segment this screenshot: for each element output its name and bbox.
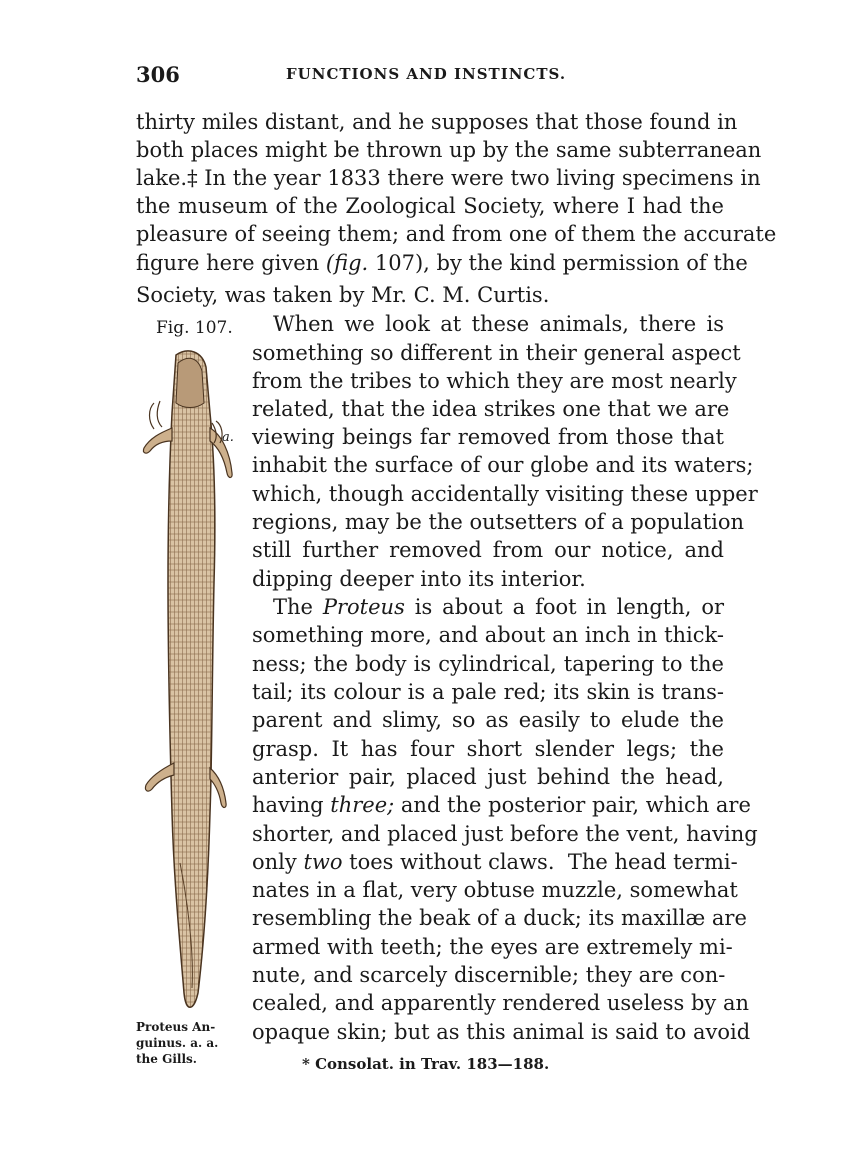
text-line: nute, and scarcely discernible; they are con- (252, 963, 726, 987)
text-line: The Proteus is about a foot in length, or (273, 595, 724, 619)
text-line: lake.‡ In the year 1833 there were two living specimens in (136, 166, 761, 190)
text-line: Society, was taken by Mr. C. M. Curtis. (136, 283, 550, 307)
text-line: nates in a flat, very obtuse muzzle, somewhat (252, 878, 738, 902)
text-line: inhabit the surface of our globe and its waters; (252, 453, 754, 477)
text-line: related, that the idea strikes one that we are (252, 397, 730, 421)
figure-caption-line: guinus. a. a. (136, 1036, 219, 1050)
text-line: having three; and the posterior pair, which are (252, 793, 751, 817)
text-line: opaque skin; but as this animal is said to avoid (252, 1020, 751, 1044)
text-line: ness; the body is cylindrical, tapering to the (252, 652, 724, 676)
text-line: the museum of the Zoological Society, where I had the (136, 194, 724, 218)
text-line: something more, and about an inch in thick- (252, 623, 724, 647)
text-line: only two toes without claws. The head termi- (252, 850, 738, 874)
text-line: parent and slimy, so as easily to elude the (252, 708, 724, 732)
page-header (136, 62, 726, 92)
page-number: 306 (136, 62, 180, 87)
gill-mark: a. (222, 430, 234, 445)
figure-caption-line: the Gills. (136, 1052, 197, 1066)
text-line: from the tribes to which they are most nearly (252, 369, 737, 393)
text-line: grasp. It has four short slender legs; the (252, 737, 724, 761)
text-line: thirty miles distant, and he supposes that those found in (136, 110, 738, 134)
text-line: pleasure of seeing them; and from one of them the accurate (136, 222, 777, 246)
text-line: which, though accidentally visiting these upper (252, 482, 758, 506)
text-line: tail; its colour is a pale red; its skin is trans- (252, 680, 724, 704)
text-line: regions, may be the outsetters of a population (252, 510, 745, 534)
text-line: both places might be thrown up by the same subterranean (136, 138, 762, 162)
text-line: viewing beings far removed from those that (252, 425, 724, 449)
text-line: still further removed from our notice, and (252, 538, 724, 562)
footnote: * Consolat. in Trav. 183—188. (302, 1055, 550, 1073)
text-line: shorter, and placed just before the vent, having (252, 822, 758, 846)
text-line: anterior pair, placed just behind the head, (252, 765, 724, 789)
text-line: cealed, and apparently rendered useless by an (252, 991, 749, 1015)
figure-label: Fig. 107. (156, 318, 233, 338)
text-line: When we look at these animals, there is (273, 312, 724, 336)
text-line: something so different in their general aspect (252, 341, 741, 365)
text-line: resembling the beak of a duck; its maxillæ are (252, 906, 747, 930)
text-line: armed with teeth; the eyes are extremely mi- (252, 935, 733, 959)
running-head: FUNCTIONS AND INSTINCTS. (286, 65, 567, 83)
text-line: dipping deeper into its interior. (252, 567, 586, 591)
figure-caption-line: Proteus An- (136, 1020, 216, 1034)
text-line: figure here given (fig. 107), by the kind permission of the (136, 251, 748, 275)
